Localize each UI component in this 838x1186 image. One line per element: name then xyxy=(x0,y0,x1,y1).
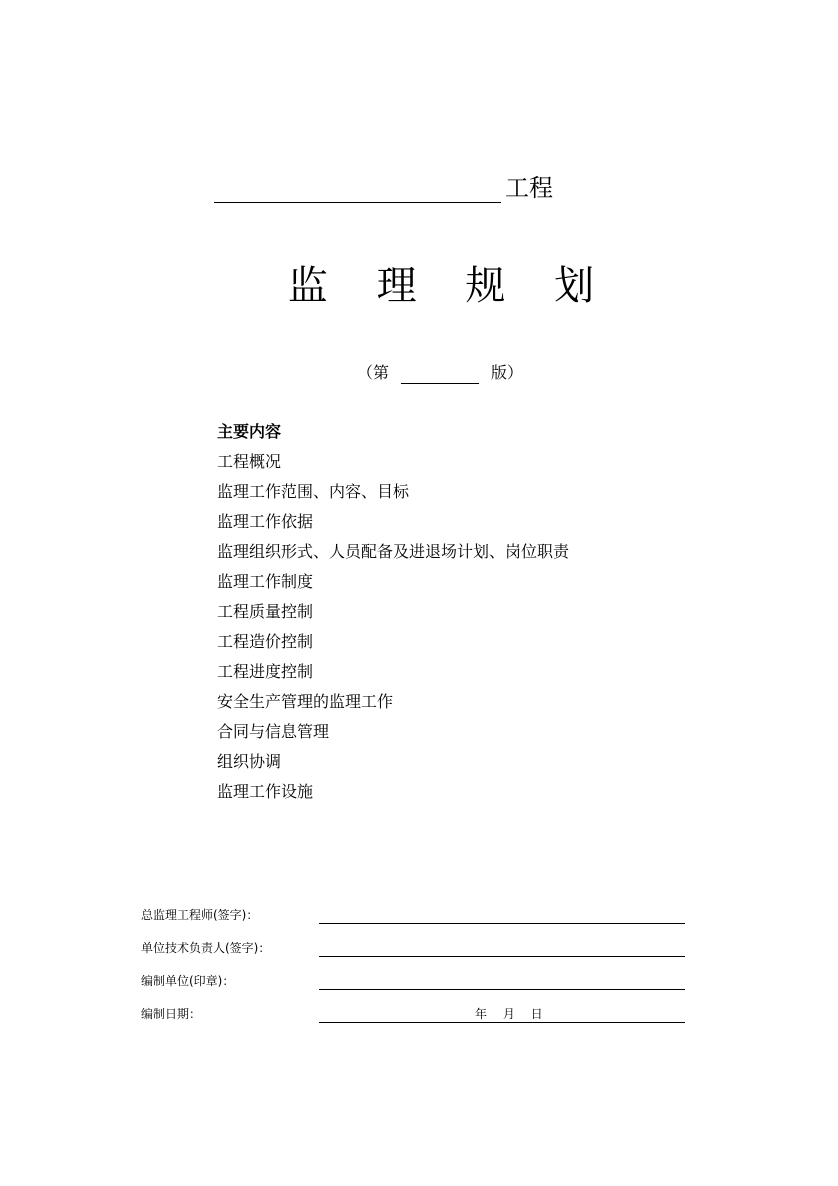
project-suffix: 工程 xyxy=(505,174,553,202)
list-item: 监理工作依据 xyxy=(217,512,314,531)
list-item: 监理工作范围、内容、目标 xyxy=(217,482,410,501)
signature-row-chief-engineer xyxy=(141,906,686,926)
list-item: 工程造价控制 xyxy=(217,632,314,651)
compile-date-format: 年 月 日 xyxy=(475,1007,543,1021)
signature-row-tech-lead xyxy=(141,939,686,959)
compiling-unit-seal-line xyxy=(319,989,685,990)
chief-engineer-label: 总监理工程师(签字)： xyxy=(141,908,259,922)
list-item: 监理组织形式、人员配备及进退场计划、岗位职责 xyxy=(217,542,570,561)
tech-lead-signature-line xyxy=(319,956,685,957)
edition-prefix: （第 xyxy=(357,363,390,382)
edition-number-blank xyxy=(401,363,479,384)
contents-list xyxy=(217,420,569,810)
list-item: 工程概况 xyxy=(217,452,282,471)
edition-suffix: 版） xyxy=(491,363,524,382)
signature-row-compiling-unit xyxy=(141,972,686,992)
list-item: 合同与信息管理 xyxy=(217,722,330,741)
edition-line xyxy=(357,362,523,384)
compiling-unit-label: 编制单位(印章)： xyxy=(141,974,235,988)
document-title: 监 理 规 划 xyxy=(287,263,613,309)
contents-heading: 主要内容 xyxy=(217,422,282,441)
chief-engineer-signature-line xyxy=(319,923,685,924)
list-item: 工程质量控制 xyxy=(217,602,314,621)
tech-lead-label: 单位技术负责人(签字)： xyxy=(141,941,271,955)
list-item: 组织协调 xyxy=(217,752,282,771)
list-item: 监理工作制度 xyxy=(217,572,314,591)
list-item: 安全生产管理的监理工作 xyxy=(217,692,394,711)
signature-row-compile-date xyxy=(141,1005,686,1025)
compile-date-label: 编制日期： xyxy=(141,1007,202,1021)
project-name-blank-line xyxy=(214,202,501,203)
list-item: 工程进度控制 xyxy=(217,662,314,681)
list-item: 监理工作设施 xyxy=(217,782,314,801)
